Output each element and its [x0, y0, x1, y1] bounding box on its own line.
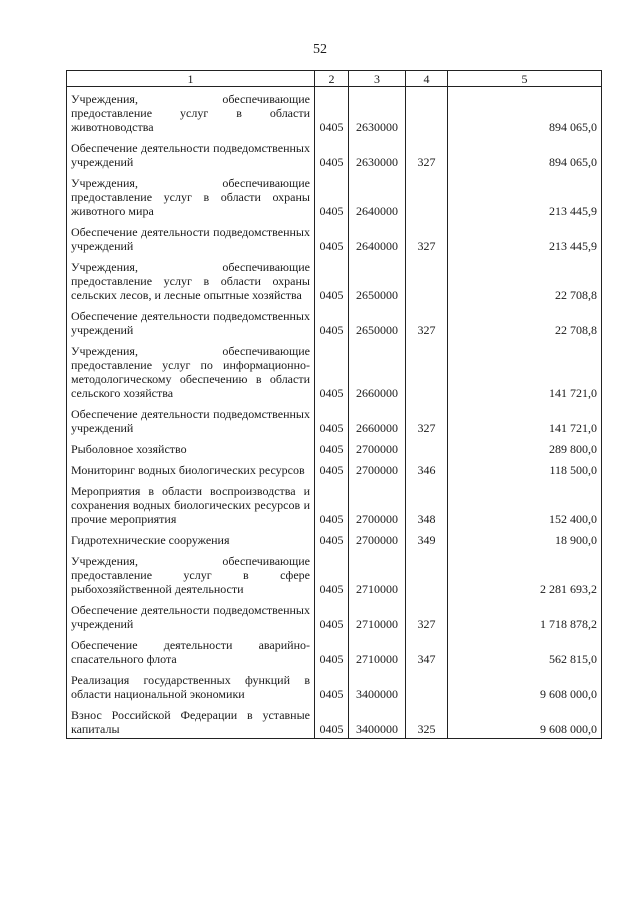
cell-section: 0405 [315, 458, 349, 479]
table-row [67, 703, 602, 739]
cell-expense-type: 327 [406, 136, 448, 171]
cell-target-article: 2640000 [349, 220, 406, 255]
table-row [67, 220, 602, 255]
column-header-target: 3 [349, 71, 406, 87]
cell-expense-type [406, 255, 448, 304]
cell-name: Реализация государственных функций в области национальной экономики [67, 668, 315, 703]
cell-name: Взнос Российской Федерации в уставные капиталы [67, 703, 315, 739]
cell-amount: 141 721,0 [448, 339, 602, 402]
cell-amount: 1 718 878,2 [448, 598, 602, 633]
cell-name: Учреждения, обеспечивающие предоставление услуг в области охраны животного мира [67, 171, 315, 220]
cell-target-article: 2650000 [349, 255, 406, 304]
cell-section: 0405 [315, 304, 349, 339]
cell-target-article: 2700000 [349, 458, 406, 479]
column-header-vid: 4 [406, 71, 448, 87]
cell-target-article: 2660000 [349, 339, 406, 402]
cell-expense-type: 327 [406, 220, 448, 255]
cell-target-article: 2700000 [349, 528, 406, 549]
cell-expense-type: 349 [406, 528, 448, 549]
table-row [67, 437, 602, 458]
cell-amount: 894 065,0 [448, 136, 602, 171]
table-row [67, 339, 602, 402]
table-row [67, 87, 602, 137]
table-row [67, 633, 602, 668]
cell-amount: 213 445,9 [448, 171, 602, 220]
cell-expense-type [406, 549, 448, 598]
cell-target-article: 2710000 [349, 598, 406, 633]
cell-name: Обеспечение деятельности подведомственных учреждений [67, 304, 315, 339]
cell-expense-type: 327 [406, 598, 448, 633]
cell-target-article: 2700000 [349, 437, 406, 458]
cell-target-article: 2660000 [349, 402, 406, 437]
cell-section: 0405 [315, 136, 349, 171]
cell-section: 0405 [315, 549, 349, 598]
cell-name: Обеспечение деятельности подведомственных учреждений [67, 136, 315, 171]
cell-name: Мониторинг водных биологических ресурсов [67, 458, 315, 479]
cell-expense-type: 325 [406, 703, 448, 739]
cell-section: 0405 [315, 528, 349, 549]
budget-table [66, 70, 602, 739]
cell-name: Учреждения, обеспечивающие предоставление услуг по информационно-методологическому обеспечению в области сельского хозяйства [67, 339, 315, 402]
header-row [67, 71, 602, 87]
cell-expense-type [406, 339, 448, 402]
cell-amount: 22 708,8 [448, 304, 602, 339]
cell-expense-type [406, 668, 448, 703]
cell-target-article: 3400000 [349, 668, 406, 703]
cell-expense-type: 327 [406, 402, 448, 437]
cell-target-article: 2650000 [349, 304, 406, 339]
cell-expense-type: 327 [406, 304, 448, 339]
table-row [67, 304, 602, 339]
cell-expense-type [406, 171, 448, 220]
cell-target-article: 2710000 [349, 633, 406, 668]
cell-amount: 2 281 693,2 [448, 549, 602, 598]
cell-section: 0405 [315, 479, 349, 528]
cell-name: Учреждения, обеспечивающие предоставление услуг в сфере рыбохозяйственной деятельности [67, 549, 315, 598]
cell-target-article: 2700000 [349, 479, 406, 528]
cell-section: 0405 [315, 703, 349, 739]
cell-name: Обеспечение деятельности подведомственных учреждений [67, 402, 315, 437]
cell-amount: 213 445,9 [448, 220, 602, 255]
cell-name: Обеспечение деятельности аварийно-спасательного флота [67, 633, 315, 668]
table-row [67, 549, 602, 598]
cell-name: Учреждения, обеспечивающие предоставление услуг в области животноводства [67, 87, 315, 137]
page-number: 52 [313, 42, 327, 57]
cell-amount: 152 400,0 [448, 479, 602, 528]
cell-section: 0405 [315, 87, 349, 137]
table-row [67, 458, 602, 479]
table-row [67, 402, 602, 437]
cell-name: Обеспечение деятельности подведомственных учреждений [67, 220, 315, 255]
cell-section: 0405 [315, 339, 349, 402]
table-row [67, 171, 602, 220]
cell-expense-type [406, 87, 448, 137]
column-header-section: 2 [315, 71, 349, 87]
cell-amount: 141 721,0 [448, 402, 602, 437]
cell-section: 0405 [315, 668, 349, 703]
cell-expense-type [406, 437, 448, 458]
table-row [67, 136, 602, 171]
cell-name: Мероприятия в области воспроизводства и сохранения водных биологических ресурсов и прочие мероприятия [67, 479, 315, 528]
table-header [67, 71, 602, 87]
cell-expense-type: 348 [406, 479, 448, 528]
cell-section: 0405 [315, 220, 349, 255]
cell-target-article: 2630000 [349, 136, 406, 171]
cell-section: 0405 [315, 633, 349, 668]
table-row [67, 668, 602, 703]
column-header-name: 1 [67, 71, 315, 87]
cell-section: 0405 [315, 437, 349, 458]
cell-name: Обеспечение деятельности подведомственных учреждений [67, 598, 315, 633]
cell-target-article: 3400000 [349, 703, 406, 739]
cell-amount: 18 900,0 [448, 528, 602, 549]
cell-name: Рыболовное хозяйство [67, 437, 315, 458]
table-row [67, 255, 602, 304]
cell-name: Учреждения, обеспечивающие предоставление услуг в области охраны сельских лесов, и лесные опытные хозяйства [67, 255, 315, 304]
cell-section: 0405 [315, 255, 349, 304]
column-header-amount: 5 [448, 71, 602, 87]
cell-amount: 22 708,8 [448, 255, 602, 304]
cell-amount: 118 500,0 [448, 458, 602, 479]
cell-amount: 9 608 000,0 [448, 668, 602, 703]
table-row [67, 528, 602, 549]
cell-target-article: 2630000 [349, 87, 406, 137]
cell-amount: 894 065,0 [448, 87, 602, 137]
cell-section: 0405 [315, 402, 349, 437]
table-row [67, 598, 602, 633]
cell-amount: 9 608 000,0 [448, 703, 602, 739]
cell-target-article: 2710000 [349, 549, 406, 598]
cell-amount: 289 800,0 [448, 437, 602, 458]
cell-expense-type: 346 [406, 458, 448, 479]
table-row [67, 479, 602, 528]
cell-target-article: 2640000 [349, 171, 406, 220]
cell-section: 0405 [315, 171, 349, 220]
cell-amount: 562 815,0 [448, 633, 602, 668]
cell-name: Гидротехнические сооружения [67, 528, 315, 549]
cell-expense-type: 347 [406, 633, 448, 668]
table-body [67, 87, 602, 739]
cell-section: 0405 [315, 598, 349, 633]
